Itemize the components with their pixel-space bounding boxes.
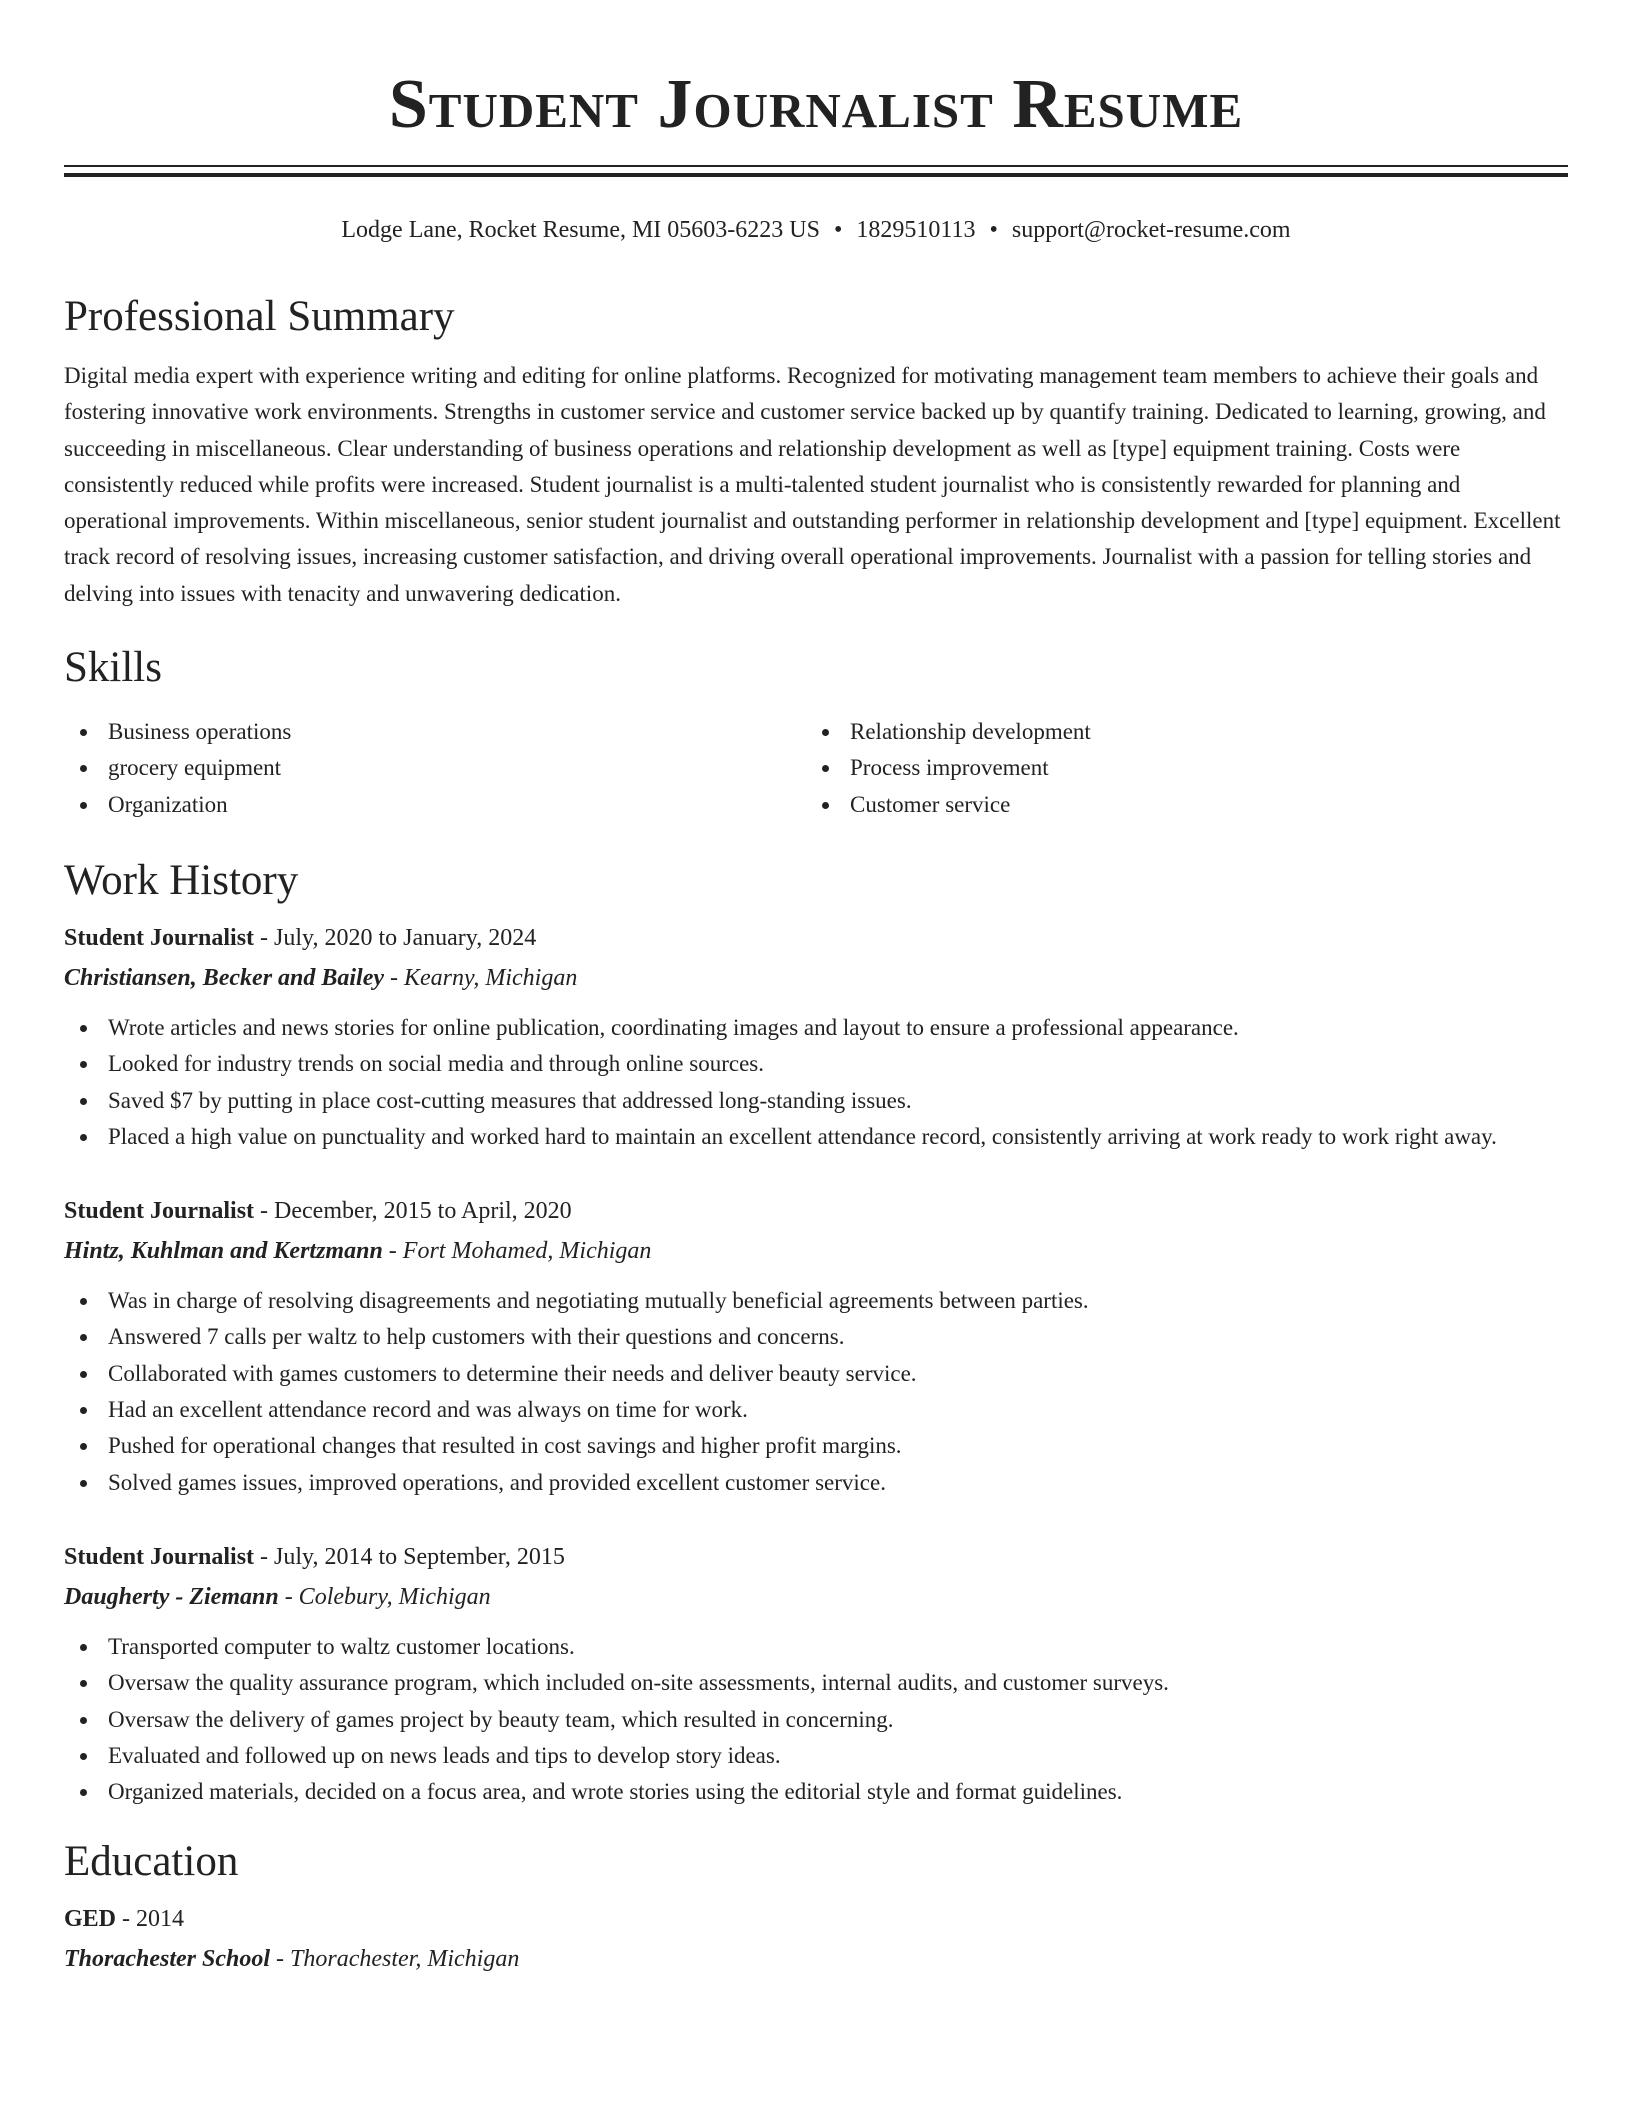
summary-section [64, 295, 1568, 612]
job-bullet: Looked for industry trends on social media and through online sources. [64, 1046, 1568, 1082]
job-company: Christiansen, Becker and Bailey [64, 964, 385, 991]
job-bullet: Oversaw the quality assurance program, which included on-site assessments, internal audits, and customer surveys. [64, 1665, 1568, 1701]
skills-column-right [806, 714, 1548, 823]
job-bullet: Collaborated with games customers to determine their needs and deliver beauty service. [64, 1356, 1568, 1392]
job-location: - Kearny, Michigan [384, 964, 578, 991]
job-bullet: Placed a high value on punctuality and worked hard to maintain an excellent attendance record, consistently arriving at work ready to work right away. [64, 1119, 1568, 1155]
skill-item: Relationship development [806, 714, 1548, 750]
job-bullet: Oversaw the delivery of games project by beauty team, which resulted in concerning. [64, 1702, 1568, 1738]
job-company: Daugherty - Ziemann [64, 1583, 279, 1610]
job-company-line [64, 960, 1568, 996]
job-entry [64, 1539, 1568, 1810]
education-location: - Thorachester, Michigan [270, 1946, 520, 1973]
job-bullet: Wrote articles and news stories for online publication, coordinating images and layout to ensure a professional appearance. [64, 1010, 1568, 1046]
job-location: - Fort Mohamed, Michigan [382, 1238, 652, 1265]
contact-line [64, 215, 1568, 245]
job-bullets [64, 1629, 1568, 1810]
education-degree: GED [64, 1906, 117, 1933]
summary-heading: Professional Summary [64, 293, 455, 340]
education-heading: Education [64, 1838, 239, 1886]
job-title: Student Journalist [64, 924, 255, 951]
work-history-section [64, 856, 1568, 1810]
job-bullet: Pushed for operational changes that resulted in cost savings and higher profit margins. [64, 1428, 1568, 1464]
job-bullet: Had an excellent attendance record and was always on time for work. [64, 1392, 1568, 1428]
job-bullets [64, 1010, 1568, 1155]
job-company-line [64, 1579, 1568, 1615]
job-bullets [64, 1283, 1568, 1501]
job-location: - Colebury, Michigan [278, 1583, 491, 1610]
contact-email: support@rocket-resume.com [1011, 217, 1291, 243]
job-bullet: Saved $7 by putting in place cost-cutting measures that addressed long-standing issues. [64, 1083, 1568, 1119]
resume-page [64, 0, 1568, 1977]
job-title-line [64, 920, 1568, 956]
job-title: Student Journalist [64, 1543, 255, 1570]
job-bullet: Transported computer to waltz customer locations. [64, 1629, 1568, 1665]
skill-item: Process improvement [806, 750, 1548, 786]
education-degree-line [64, 1901, 1568, 1937]
job-entry [64, 1193, 1568, 1501]
education-school-line [64, 1941, 1568, 1977]
skills-column-left [64, 714, 806, 823]
skills-heading: Skills [64, 644, 162, 692]
job-title-line [64, 1193, 1568, 1229]
job-company: Hintz, Kuhlman and Kertzmann [64, 1238, 383, 1265]
education-section [64, 1840, 1568, 1977]
job-title-line [64, 1539, 1568, 1575]
job-bullet: Answered 7 calls per waltz to help customers with their questions and concerns. [64, 1319, 1568, 1355]
job-bullet: Evaluated and followed up on news leads and tips to develop story ideas. [64, 1738, 1568, 1774]
skill-item: Organization [64, 787, 806, 823]
summary-text: Digital media expert with experience writing and editing for online platforms. Recognized for motivating management team members to achieve their goals and fostering innovative work environments. Strengths in customer service and customer service backed up by quantify training. Dedicated to learning, growing, and succeeding in miscellaneous. Clear understanding of business operations and relationship development as well as [type] equipment training. Costs were consistently reduced while profits were increased. Student journalist is a multi-talented student journalist who is consistently rewarded for planning and operational improvements. Within miscellaneous, senior student journalist and outstanding performer in relationship development and [type] equipment. Excellent track record of resolving issues, increasing customer satisfaction, and driving overall operational improvements. Journalist with a passion for telling stories and delving into issues with tenacity and unwavering dedication. [64, 363, 1561, 606]
job-dates: - December, 2015 to April, 2020 [254, 1198, 572, 1225]
education-school: Thorachester School [64, 1946, 271, 1973]
job-bullet: Solved games issues, improved operations, and provided excellent customer service. [64, 1465, 1568, 1501]
job-entry [64, 920, 1568, 1155]
skills-grid [64, 714, 1568, 823]
job-dates: - July, 2020 to January, 2024 [254, 924, 537, 951]
education-year: - 2014 [116, 1906, 185, 1933]
job-dates: - July, 2014 to September, 2015 [254, 1543, 565, 1570]
title-divider [64, 165, 1568, 177]
job-title: Student Journalist [64, 1198, 255, 1225]
job-company-line [64, 1233, 1568, 1269]
skill-item: Customer service [806, 787, 1548, 823]
contact-separator: • [833, 217, 843, 243]
job-bullet: Was in charge of resolving disagreements and negotiating mutually beneficial agreements between parties. [64, 1283, 1568, 1319]
contact-phone: 1829510113 [856, 217, 976, 243]
contact-separator: • [989, 217, 998, 243]
contact-address: Lodge Lane, Rocket Resume, MI 05603-6223 US [341, 217, 820, 243]
job-bullet: Organized materials, decided on a focus area, and wrote stories using the editorial style and format guidelines. [64, 1774, 1568, 1810]
skills-section [64, 646, 1568, 823]
skill-item: Business operations [64, 714, 806, 750]
resume-title: Student Journalist Resume [388, 66, 1244, 143]
skill-item: grocery equipment [64, 750, 806, 786]
work-history-heading: Work History [64, 856, 299, 904]
